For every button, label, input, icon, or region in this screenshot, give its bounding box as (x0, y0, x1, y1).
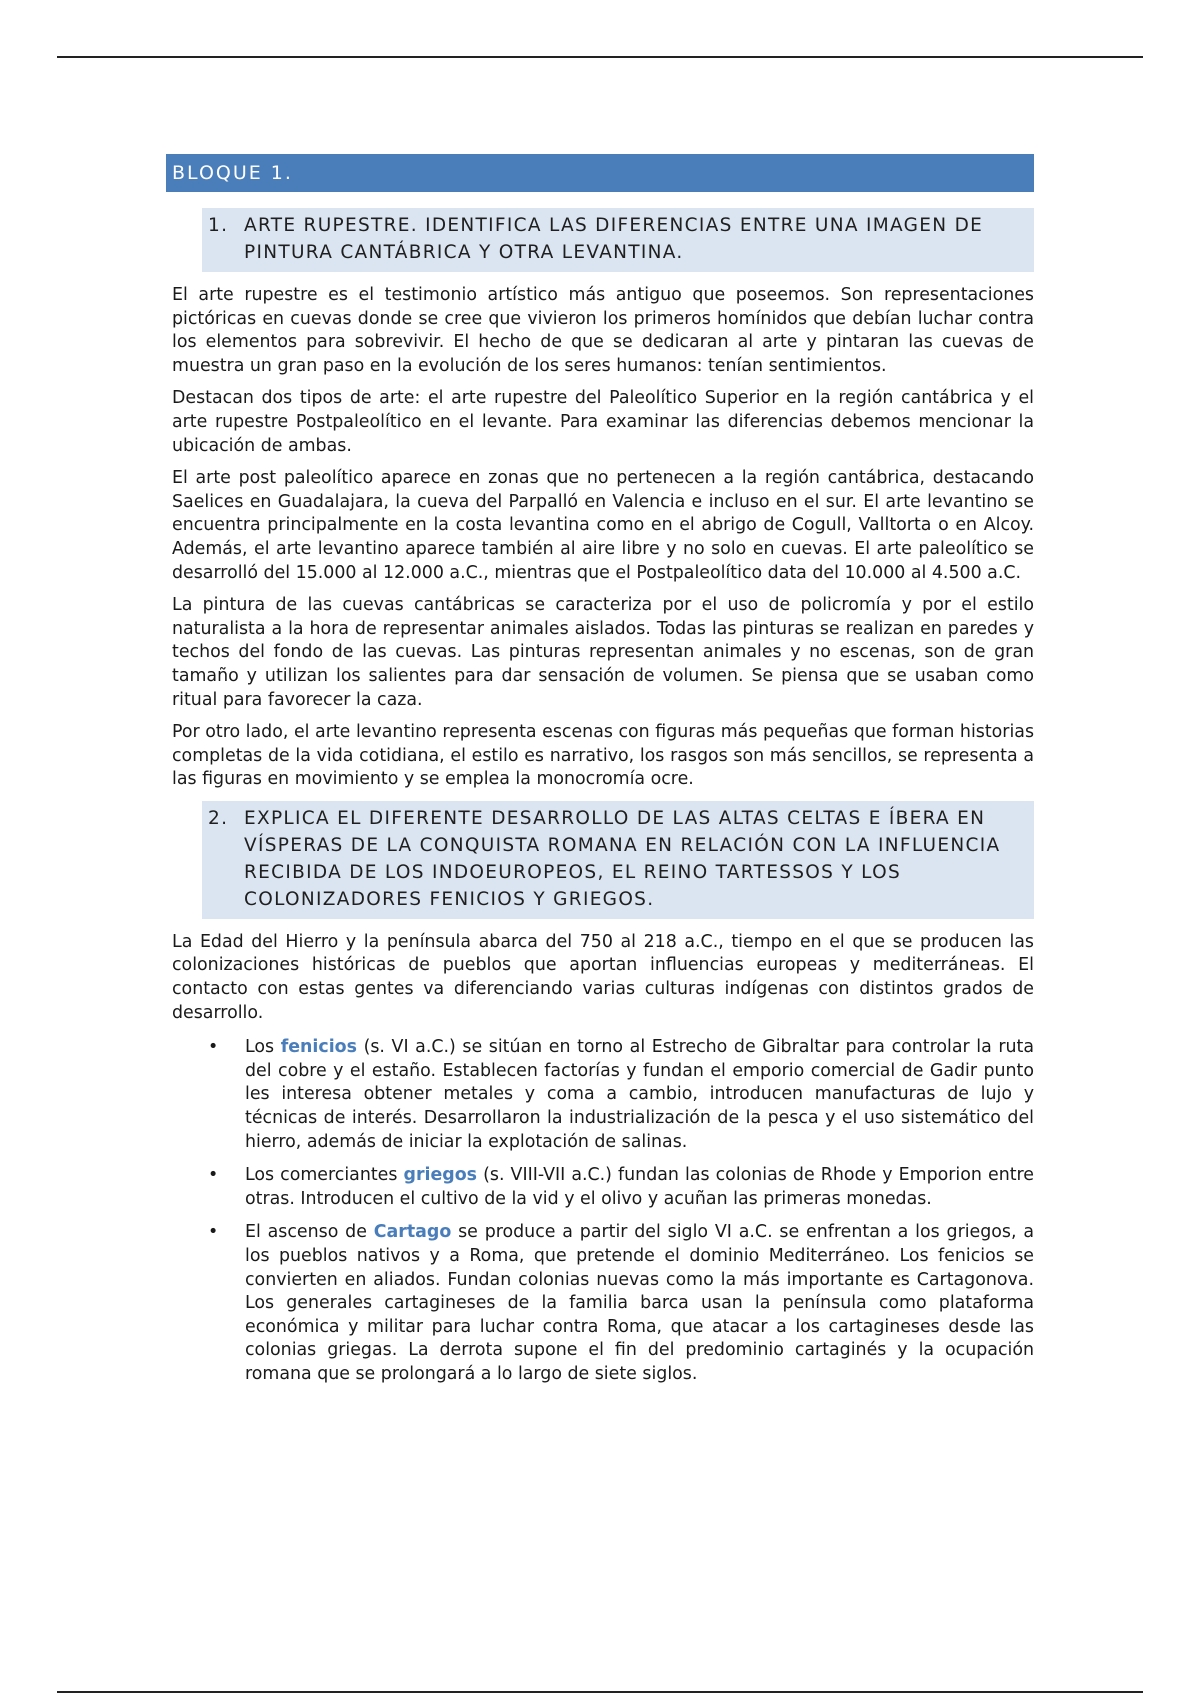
bullet-pre: El ascenso de (245, 1222, 374, 1243)
bullet-post: (s. VI a.C.) se sitúan en torno al Estrecho de Gibraltar para controlar la ruta del cobre y el estaño. Establecen factorías y fundan el emporio comercial de Gadir punto les interesa obtener metales y coma a cambio, introducen manufacturas de lujo y técnicas de interés. Desarrollaron la industrialización de la pesca y el uso sistemático del hierro, además de iniciar la explotación de salinas. (245, 1037, 1034, 1152)
highlight-term: fenicios (280, 1037, 357, 1058)
header-rule (57, 56, 1143, 58)
bullet-list (166, 1036, 1034, 1386)
bullet-icon: • (208, 1037, 219, 1058)
paragraph: El arte post paleolítico aparece en zonas que no pertenecen a la región cantábrica, destacando Saelices en Guadalajara, la cueva del Parpalló en Valencia e incluso en el sur. El arte levantino se encuentra principalmente en la costa levantina como en el abrigo de Cogull, Valltorta o en Alcoy. Además, el arte levantino aparece también al aire libre y no solo en cuevas. El arte paleolítico se desarrolló del 15.000 al 12.000 a.C., mientras que el Postpaleolítico data del 10.000 al 4.500 a.C. (172, 468, 1034, 583)
paragraph: La Edad del Hierro y la península abarca del 750 al 218 a.C., tiempo en el que se producen las colonizaciones históricas de pueblos que aportan influencias europeas y mediterráneas. El contacto con estas gentes va diferenciando varias culturas indígenas con distintos grados de desarrollo. (172, 931, 1034, 1023)
highlight-term: griegos (403, 1165, 478, 1186)
question-number: 1. (208, 215, 229, 236)
question-text: EXPLICA EL DIFERENTE DESARROLLO DE LAS ALTAS CELTAS E ÍBERA EN VÍSPERAS DE LA CONQUISTA ROMANA EN RELACIÓN CON LA INFLUENCIA RECIBIDA DE LOS INDOEUROPEOS, EL REINO TARTESSOS Y LOS COLONIZADORES FENICIOS Y GRIEGOS. (244, 807, 1001, 910)
list-item (166, 1164, 1034, 1211)
question-1-box (202, 208, 1034, 272)
bullet-icon: • (208, 1222, 219, 1243)
question-number: 2. (208, 807, 229, 829)
paragraph: La pintura de las cuevas cantábricas se caracteriza por el uso de policromía y por el estilo naturalista a la hora de representar animales aislados. Todas las pinturas se realizan en paredes y techos del fondo de las cuevas. Las pinturas representan animales y no escenas, son de gran tamaño y utilizan los salientes para dar sensación de volumen. Se piensa que se usaban como ritual para favorecer la caza. (172, 595, 1034, 710)
list-item (166, 1221, 1034, 1386)
paragraph: Por otro lado, el arte levantino representa escenas con figuras más pequeñas que forman historias completas de la vida cotidiana, el estilo es narrativo, los rasgos son más sencillos, se representa a las figuras en movimiento y se emplea la monocromía ocre. (172, 722, 1034, 790)
list-item (166, 1036, 1034, 1154)
bullet-pre: Los (245, 1037, 281, 1058)
paragraph: El arte rupestre es el testimonio artístico más antiguo que poseemos. Son representaciones pictóricas en cuevas donde se cree que vivieron los primeros homínidos que debían luchar contra los elementos para sobrevivir. El hecho de que se dedicaran al arte y pintaran las cuevas de muestra un gran paso en la evolución de los seres humanos: tenían sentimientos. (172, 285, 1034, 376)
highlight-term: Cartago (373, 1222, 452, 1243)
question-2-box (202, 801, 1034, 919)
document-body (166, 154, 1034, 1397)
bullet-post: (s. VIII-VII a.C.) fundan las colonias de Rhode y Emporion entre otras. Introducen el cultivo de la vid y el olivo y acuñan las primeras monedas. (245, 1165, 1034, 1209)
paragraph: Destacan dos tipos de arte: el arte rupestre del Paleolítico Superior en la región cantábrica y el arte rupestre Postpaleolítico en el levante. Para examinar las diferencias debemos mencionar la ubicación de ambas. (172, 388, 1034, 456)
bullet-pre: Los comerciantes (245, 1165, 404, 1186)
footer-rule (57, 1691, 1143, 1693)
question-text: ARTE RUPESTRE. IDENTIFICA LAS DIFERENCIAS ENTRE UNA IMAGEN DE PINTURA CANTÁBRICA Y OTRA LEVANTINA. (244, 215, 984, 263)
bullet-post: se produce a partir del siglo VI a.C. se enfrentan a los griegos, a los pueblos nativos y a Roma, que pretende el dominio Mediterráneo. Los fenicios se convierten en aliados. Fundan colonias nuevas como la más importante es Cartagonova. Los generales cartagineses de la familia barca usan la península como plataforma económica y militar para luchar contra Roma, que atacar a los cartagineses desde las colonias griegas. La derrota supone el fin del predominio cartaginés y la ocupación romana que se prolongará a lo largo de siete siglos. (245, 1222, 1035, 1384)
bullet-icon: • (208, 1165, 219, 1186)
bloque-header: BLOQUE 1. (166, 154, 1034, 192)
